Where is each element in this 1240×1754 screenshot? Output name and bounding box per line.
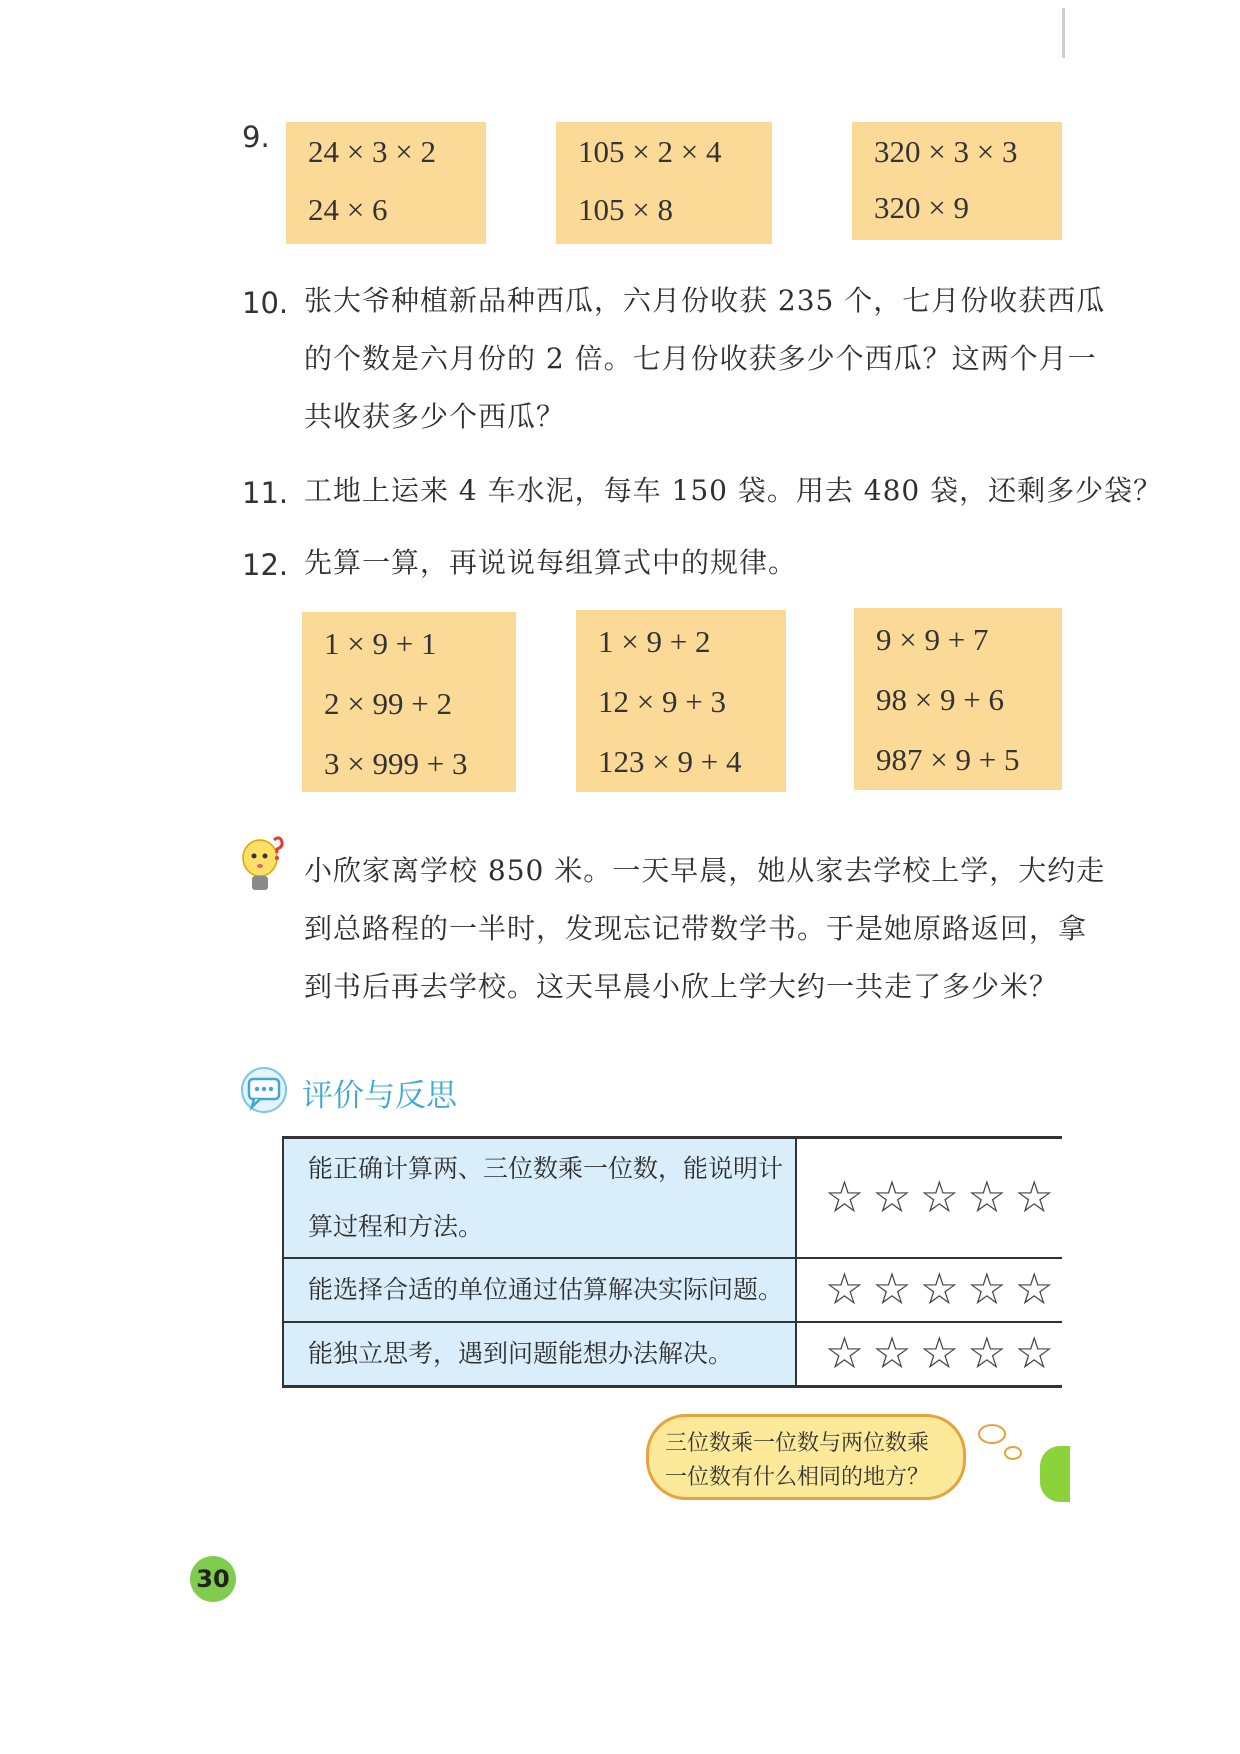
evaluation-row-2-line-1: 能选择合适的单位通过估算解决实际问题。 bbox=[308, 1275, 784, 1304]
star-icon[interactable]: ☆ bbox=[824, 1172, 865, 1223]
q12-box-3 bbox=[854, 608, 1062, 790]
star-icon[interactable]: ☆ bbox=[967, 1172, 1007, 1223]
evaluation-row-1-line-2: 算过程和方法。 bbox=[308, 1212, 484, 1241]
challenge-line-2: 到总路程的一半时，发现忘记带数学书。于是她原路返回，拿 bbox=[304, 912, 1088, 945]
q12-box-1 bbox=[302, 612, 516, 792]
q10-line-1: 张大爷种植新品种西瓜，六月份收获 235 个，七月份收获西瓜 bbox=[304, 284, 1106, 317]
chat-bubble-icon bbox=[240, 1066, 290, 1114]
q10-text bbox=[304, 272, 1106, 446]
q9-box-3-line-2: 320 × 9 bbox=[874, 190, 969, 225]
star-icon[interactable]: ☆ bbox=[1014, 1264, 1054, 1315]
evaluation-row-3-line-1: 能独立思考，遇到问题能想办法解决。 bbox=[308, 1339, 734, 1368]
evaluation-row-2 bbox=[283, 1258, 1062, 1322]
star-icon[interactable]: ☆ bbox=[824, 1328, 865, 1379]
evaluation-row-3-desc bbox=[283, 1322, 796, 1387]
thought-bubble bbox=[646, 1414, 966, 1500]
q10-line-2: 的个数是六月份的 2 倍。七月份收获多少个西瓜？这两个月一 bbox=[304, 342, 1097, 375]
evaluation-table bbox=[282, 1136, 1062, 1388]
page-number: 30 bbox=[190, 1556, 236, 1602]
star-icon[interactable]: ☆ bbox=[872, 1172, 912, 1223]
challenge-line-1: 小欣家离学校 850 米。一天早晨，她从家去学校上学，大约走 bbox=[304, 854, 1106, 887]
q12-box-1-line-1: 1 × 9 + 1 bbox=[324, 626, 437, 661]
evaluation-row-3-stars bbox=[796, 1322, 1062, 1387]
page-edge-line bbox=[1062, 8, 1065, 58]
q9-box-1-line-2: 24 × 6 bbox=[308, 192, 388, 227]
evaluation-row-1-desc bbox=[283, 1138, 796, 1259]
q9-box-2-line-1: 105 × 2 × 4 bbox=[578, 134, 722, 169]
q11-number: 11. bbox=[242, 476, 289, 510]
q12-box-2-line-3: 123 × 9 + 4 bbox=[598, 744, 742, 779]
q12-box-1-line-3: 3 × 999 + 3 bbox=[324, 746, 468, 781]
q9-box-1-line-1: 24 × 3 × 2 bbox=[308, 134, 436, 169]
evaluation-row-3 bbox=[283, 1322, 1062, 1387]
star-icon[interactable]: ☆ bbox=[919, 1264, 960, 1315]
q9-box-2-line-2: 105 × 8 bbox=[578, 192, 673, 227]
q11-text: 工地上运来 4 车水泥，每车 150 袋。用去 480 袋，还剩多少袋？ bbox=[304, 474, 1163, 507]
star-icon[interactable]: ☆ bbox=[967, 1328, 1007, 1379]
q9-number: 9. bbox=[242, 120, 270, 154]
evaluation-row-1-line-1: 能正确计算两、三位数乘一位数，能说明计 bbox=[308, 1154, 784, 1183]
star-icon[interactable]: ☆ bbox=[919, 1172, 960, 1223]
q12-box-2-line-1: 1 × 9 + 2 bbox=[598, 624, 711, 659]
q12-box-2-line-2: 12 × 9 + 3 bbox=[598, 684, 726, 719]
thought-dot-icon bbox=[978, 1424, 1006, 1444]
q10-line-3: 共收获多少个西瓜？ bbox=[304, 400, 566, 433]
bubble-line-1: 三位数乘一位数与两位数乘 bbox=[665, 1431, 930, 1456]
evaluation-row-1 bbox=[283, 1138, 1062, 1259]
evaluation-row-2-stars bbox=[796, 1258, 1062, 1322]
challenge-line-3: 到书后再去学校。这天早晨小欣上学大约一共走了多少米？ bbox=[304, 970, 1059, 1003]
pea-character-icon bbox=[1040, 1446, 1070, 1502]
q9-box-2 bbox=[556, 122, 772, 244]
star-icon[interactable]: ☆ bbox=[824, 1264, 865, 1315]
star-icon[interactable]: ☆ bbox=[1014, 1328, 1054, 1379]
evaluation-row-2-desc bbox=[283, 1258, 796, 1322]
q12-box-2 bbox=[576, 610, 786, 792]
thought-dot-icon bbox=[1004, 1446, 1022, 1460]
q12-box-1-line-2: 2 × 99 + 2 bbox=[324, 686, 452, 721]
q12-box-3-line-1: 9 × 9 + 7 bbox=[876, 622, 989, 657]
q9-box-1 bbox=[286, 122, 486, 244]
star-icon[interactable]: ☆ bbox=[872, 1328, 912, 1379]
q9-box-3-line-1: 320 × 3 × 3 bbox=[874, 134, 1018, 169]
star-icon[interactable]: ☆ bbox=[967, 1264, 1007, 1315]
q12-number: 12. bbox=[242, 548, 289, 582]
evaluation-title: 评价与反思 bbox=[302, 1078, 457, 1114]
q10-number: 10. bbox=[242, 286, 289, 320]
q12-box-3-line-3: 987 × 9 + 5 bbox=[876, 742, 1020, 777]
evaluation-row-1-stars bbox=[796, 1138, 1062, 1259]
q12-text: 先算一算，再说说每组算式中的规律。 bbox=[304, 546, 798, 579]
q12-box-3-line-2: 98 × 9 + 6 bbox=[876, 682, 1004, 717]
star-icon[interactable]: ☆ bbox=[872, 1264, 912, 1315]
star-icon[interactable]: ☆ bbox=[1014, 1172, 1054, 1223]
lightbulb-icon bbox=[240, 834, 284, 898]
star-icon[interactable]: ☆ bbox=[919, 1328, 960, 1379]
q9-box-3 bbox=[852, 122, 1062, 240]
challenge-text bbox=[304, 842, 1106, 1016]
bubble-line-2: 一位数有什么相同的地方？ bbox=[665, 1465, 930, 1490]
